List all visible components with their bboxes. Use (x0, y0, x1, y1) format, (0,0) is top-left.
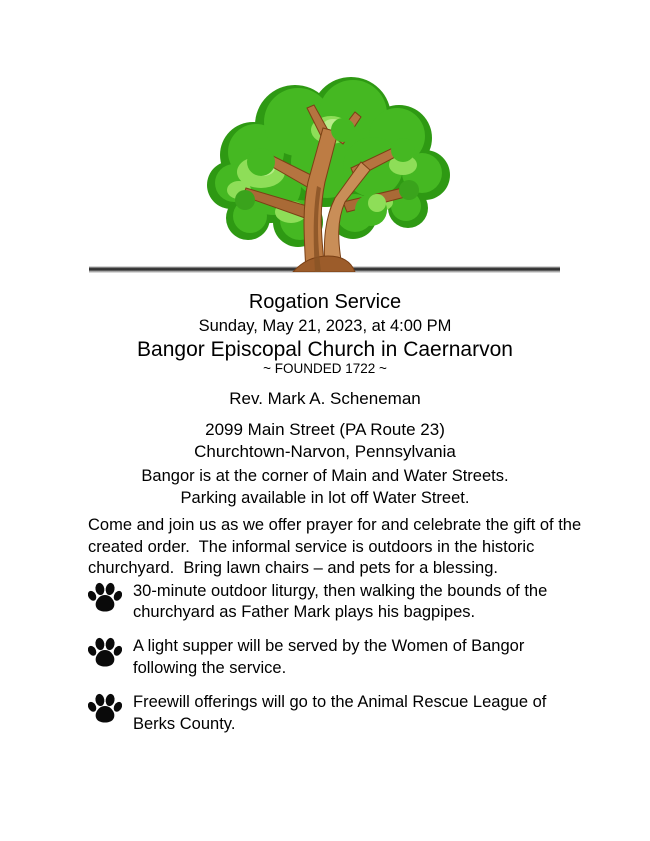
event-title: Rogation Service (248, 291, 402, 313)
church-name: Bangor Episcopal Church in Caernarvon (137, 338, 513, 361)
founded-note: ~ FOUNDED 1722 ~ (263, 361, 387, 376)
tree-illustration-icon (203, 70, 453, 272)
bullet-text (133, 692, 546, 735)
bullet-line: 30-minute outdoor liturgy, then walking the bounds of the (133, 581, 548, 600)
bullet-line: churchyard as Father Mark plays his bagpipes. (133, 603, 476, 622)
officiant-name: Rev. Mark A. Scheneman (229, 389, 421, 408)
intro-paragraph (88, 515, 582, 580)
bullet-line: A light supper will be served by the Women of Bangor (133, 637, 525, 656)
bullet-line: following the service. (133, 659, 287, 678)
intro-line: churchyard. Bring lawn chairs – and pets for a blessing. (88, 559, 498, 578)
bullet-line: Freewill offerings will go to the Animal Rescue League of (133, 693, 547, 712)
event-datetime: Sunday, May 21, 2023, at 4:00 PM (198, 317, 452, 335)
list-item (88, 581, 562, 624)
flyer-content (88, 290, 582, 748)
address-line: 2099 Main Street (PA Route 23) (205, 420, 445, 439)
location-note-line: Bangor is at the corner of Main and Water Streets. (141, 467, 509, 485)
paw-print-icon (88, 693, 122, 724)
paw-print-icon (88, 637, 122, 668)
list-item (88, 692, 562, 735)
church-address (88, 419, 562, 463)
address-line: Churchtown-Narvon, Pennsylvania (194, 442, 456, 461)
bullet-text (133, 581, 547, 624)
bullet-list (88, 581, 562, 736)
location-note (88, 466, 562, 509)
list-item (88, 636, 562, 679)
intro-line: Come and join us as we offer prayer for and celebrate the gift of the (88, 516, 582, 534)
location-note-line: Parking available in lot off Water Street. (180, 488, 470, 507)
intro-line: created order. The informal service is outdoors in the historic (88, 537, 535, 556)
bullet-line: Berks County. (133, 714, 236, 733)
paw-print-icon (88, 582, 122, 613)
bullet-text (133, 636, 524, 679)
